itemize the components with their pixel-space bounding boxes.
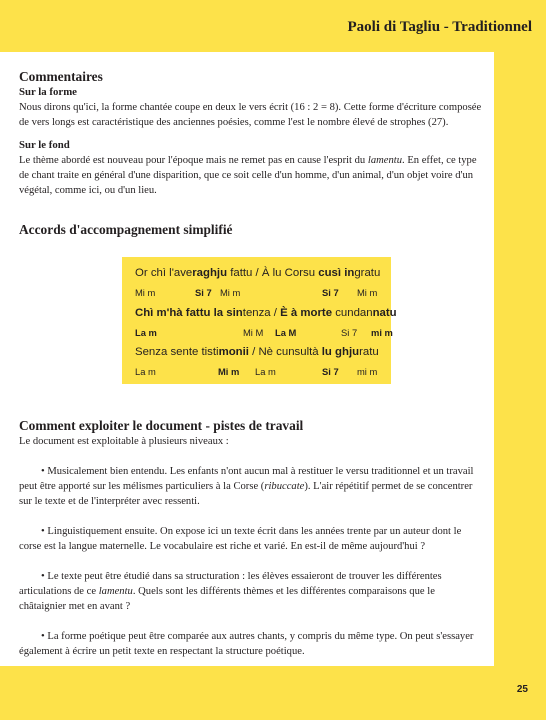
chord-label: mi m <box>357 366 378 377</box>
commentaires-heading: Commentaires <box>19 69 103 84</box>
chord-label: Mi m <box>218 366 240 377</box>
verse-segment: raghju <box>192 267 228 279</box>
chord-label: Si 7 <box>322 366 339 377</box>
verse-line <box>135 266 380 281</box>
chord-box <box>122 257 397 384</box>
verse-segment: cusì in <box>318 267 355 279</box>
bullet-musical <box>19 464 483 509</box>
bullet-text-part: • Le texte peut être étudié dans sa structuration : les élèves essaieront de trouver les différentes articulations de ce <box>19 571 442 597</box>
verse-line <box>135 306 397 321</box>
chord-label: Si 7 <box>322 287 339 298</box>
fond-text-part: Le thème abordé est nouveau pour l'époque mais ne remet pas en cause l'esprit du <box>19 155 368 166</box>
chord-label: Mi m <box>135 287 156 298</box>
content <box>19 68 483 659</box>
bullet-forme-poetique: • La forme poétique peut être comparée aux autres chants, y compris du même type. On peut s'essayer également à écrire un petit texte en respectant la structure poétique. <box>19 631 474 657</box>
chord-label: Si 7 <box>341 327 358 338</box>
forme-paragraph: Nous dirons qu'ici, la forme chantée coupe en deux le vers écrit (16 : 2 = 8). Cette forme d'écriture composée de vers longs est caractéristique des anciennes poésies, comme l'est le nombre élevé de strophes (27). <box>19 102 482 128</box>
chord-label: La m <box>135 327 157 338</box>
bullet-text-part: . Quels sont les différents thèmes et les différentes comparaisons que le châtaignier met en avant ? <box>19 586 435 612</box>
bullet-text-part: • Musicalement bien entendu. Les enfants n'ont aucun mal à restituer le versu traditionnel et un travail peut être apporté sur les mélismes particuliers à la Corse ( <box>19 466 474 492</box>
bullet-text-emphasis: lamentu <box>98 586 133 597</box>
fond-subheading: Sur le fond <box>19 139 70 151</box>
chord-label: La m <box>255 366 276 377</box>
verse-segment: tenza / <box>242 307 281 319</box>
fond-text-part: . En effet, ce type de chant traite en général d'une disparition, que ce soit celle d'un homme, d'un animal, d'un objet voire d'un végétal, comme ici, ou d'un lieu. <box>19 155 477 196</box>
chord-label: Si 7 <box>195 287 212 298</box>
verse-segment: gratu <box>354 267 381 279</box>
verse-segment: cundan <box>335 307 373 319</box>
verse-segment: lu ghju <box>321 346 360 358</box>
chord-label: Mi M <box>243 327 264 338</box>
verse-segment: Senza sente tisti <box>135 346 219 358</box>
verse-segment: ratu <box>359 346 379 358</box>
section-exploitation <box>19 417 483 659</box>
verse-segment: Chì m'hà fattu la sin <box>135 307 243 319</box>
verse-segment: monii <box>218 346 249 358</box>
chord-label: Mi m <box>357 287 378 298</box>
exploit-heading: Comment exploiter le document - pistes de travail <box>19 418 304 433</box>
header-title: Paoli di Tagliu - Traditionnel <box>347 19 532 35</box>
verse-segment: Or chì l'ave <box>135 267 193 279</box>
verse-segment: È à morte <box>280 307 336 319</box>
verse-segment: fattu / À lu Corsu <box>227 267 319 279</box>
forme-subheading: Sur la forme <box>19 86 77 98</box>
page-number: 25 <box>516 684 528 695</box>
section-commentaires <box>19 68 483 198</box>
verse-segment: / Nè cunsultà <box>248 346 322 358</box>
bullet-structuration <box>19 569 483 614</box>
section-accords <box>19 221 483 384</box>
chord-label: Mi m <box>220 287 241 298</box>
fond-paragraph <box>19 153 483 198</box>
chord-label: La M <box>275 327 297 338</box>
fond-text-emphasis: lamentu <box>367 155 403 166</box>
bullet-text-part: ). L'air répétitif permet de se concentrer sur le texte et de l'interpréter avec ressenti. <box>19 481 473 507</box>
verse-segment: natu <box>372 307 397 319</box>
header-bar <box>0 0 546 50</box>
verse-line <box>135 345 379 360</box>
chord-label: mi m <box>371 327 393 338</box>
accords-heading: Accords d'accompagnement simplifié <box>19 222 233 237</box>
bullet-text-emphasis: ribuccate <box>264 481 305 492</box>
exploit-intro: Le document est exploitable à plusieurs niveaux : <box>19 436 229 447</box>
bullet-linguistique: • Linguistiquement ensuite. On expose ici un texte écrit dans les années trente par un auteur dont le corse est la langue maternelle. Le vocabulaire est riche et varié. En est-il de même aujourd'hui ? <box>19 526 462 552</box>
section-fond <box>19 138 483 198</box>
chord-label: La m <box>135 366 156 377</box>
